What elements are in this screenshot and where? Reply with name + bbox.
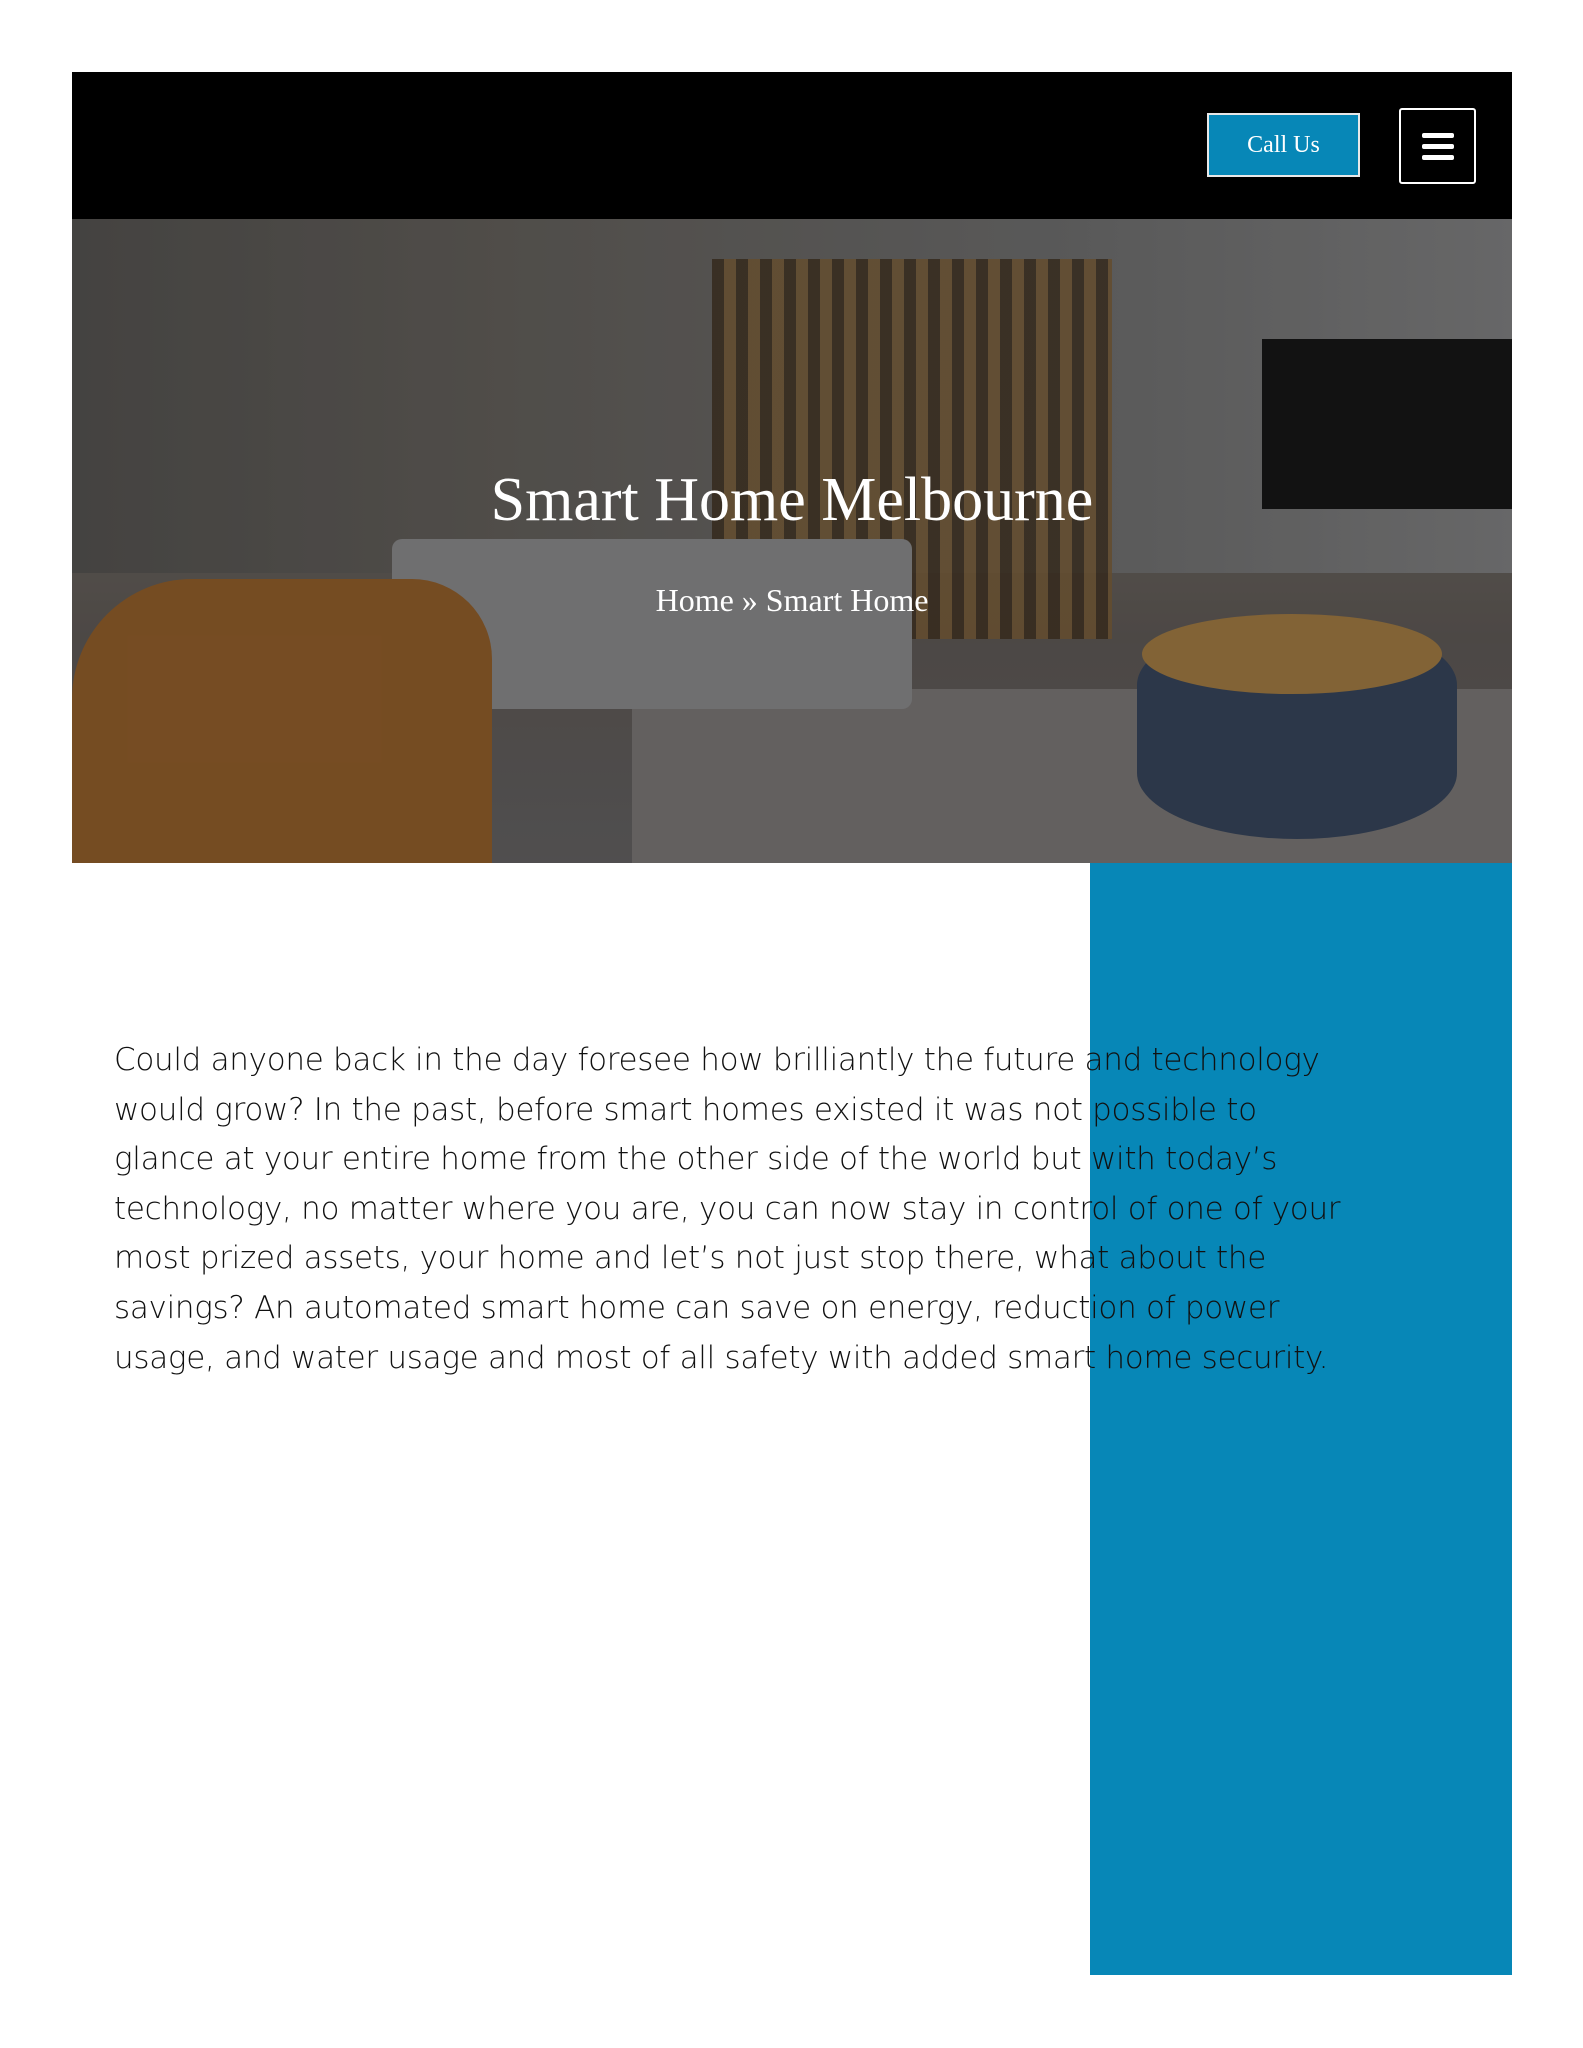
paragraph-line: savings? An automated smart home can save on energy, reduction of power <box>114 1289 1280 1326</box>
paragraph-line: technology, no matter where you are, you can now stay in control of one of your <box>114 1190 1341 1227</box>
paragraph-line: Could anyone back in the day foresee how brilliantly the future and technology <box>114 1042 1320 1078</box>
call-us-button[interactable]: Call Us <box>1207 113 1360 177</box>
breadcrumb <box>72 582 1512 619</box>
intro-paragraph <box>114 1036 1340 1383</box>
hamburger-icon-bar <box>1422 155 1454 160</box>
breadcrumb-home-link[interactable]: Home <box>655 582 734 618</box>
accent-panel <box>1090 863 1512 1975</box>
paragraph-line: usage, and water usage and most of all safety with added smart home security. <box>114 1339 1329 1376</box>
page-title: Smart Home Melbourne <box>490 466 1094 534</box>
paragraph-line: most prized assets, your home and let’s not just stop there, what about the <box>114 1240 1267 1277</box>
paragraph-line: would grow? In the past, before smart homes existed it was not possible to <box>114 1091 1257 1128</box>
menu-button[interactable] <box>1399 108 1476 184</box>
hamburger-icon-bar <box>1422 144 1454 149</box>
hero-image <box>72 219 1512 863</box>
breadcrumb-current: Smart Home <box>765 582 929 618</box>
hamburger-icon <box>1422 133 1454 138</box>
paragraph-line: glance at your entire home from the other side of the world but with today’s <box>114 1141 1278 1178</box>
breadcrumb-separator: » <box>741 582 758 618</box>
